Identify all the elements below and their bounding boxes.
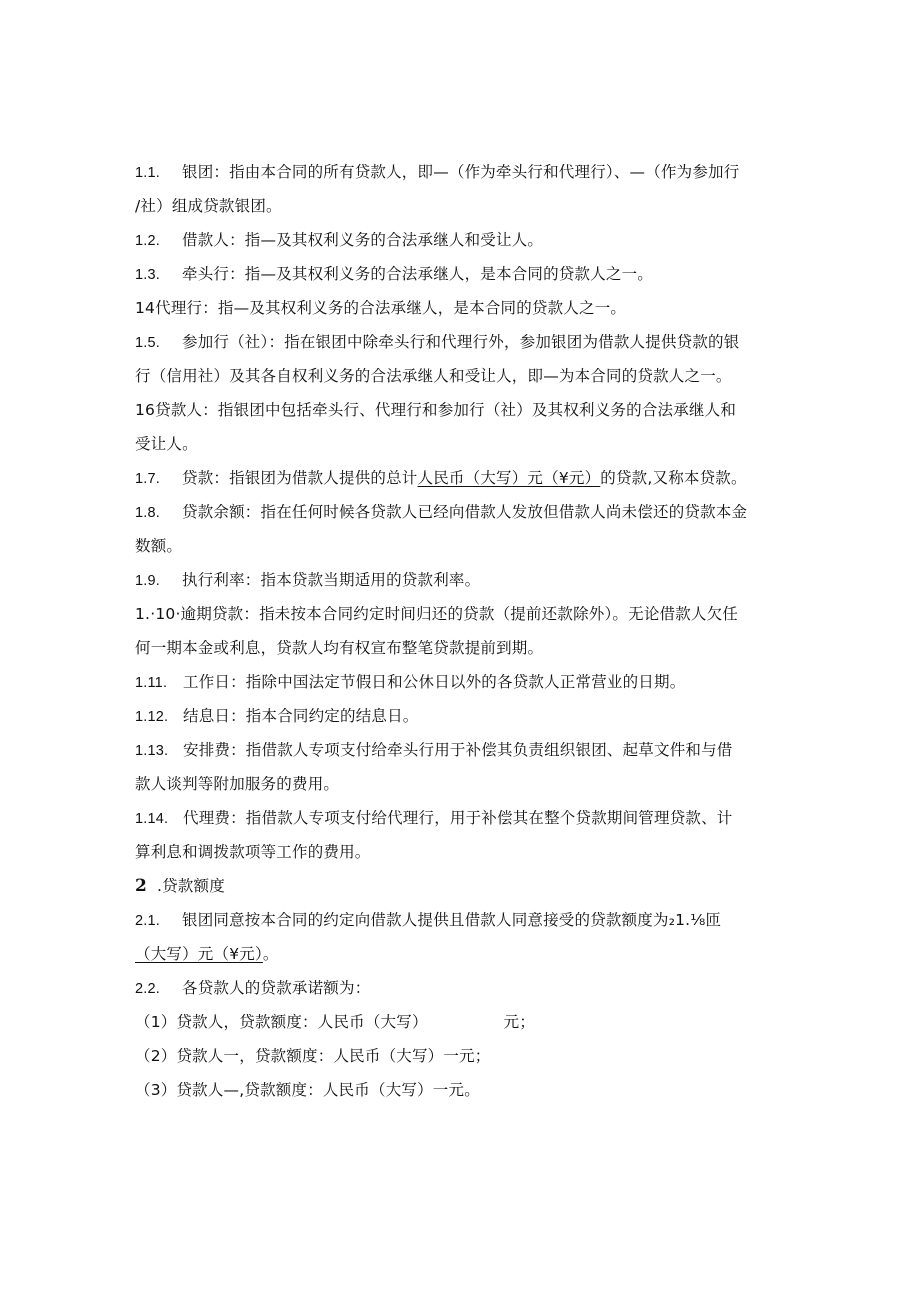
clause-1-14-line-1 xyxy=(135,801,790,835)
clause-text: 受让人。 xyxy=(135,435,198,453)
loan-amount-underlined: 人民币（大写）元（¥元） xyxy=(417,469,601,487)
clause-text: 行（信用社）及其各自权利义务的合法承继人和受让人，即—为本合同的贷款人之一。 xyxy=(135,367,732,385)
clause-text: 安排费：指借款人专项支付给牵头行用于补偿其负责组织银团、起草文件和与借 xyxy=(183,741,733,759)
clause-number: 1.13. xyxy=(135,743,169,759)
clause-number: 2.2. xyxy=(135,981,160,997)
clause-1-13-line-2 xyxy=(135,767,790,801)
clause-1-6-line-2 xyxy=(135,427,790,461)
clause-number: 1.3. xyxy=(135,267,160,283)
clause-text: /社）组成贷款银团。 xyxy=(135,197,282,215)
clause-text: 参加行（社）：指在银团中除牵头行和代理行外，参加银团为借款人提供贷款的银 xyxy=(182,333,740,351)
clause-text: 贷款：指银团为借款人提供的总计 xyxy=(182,469,418,487)
clause-text: 算利息和调拨款项等工作的费用。 xyxy=(135,843,371,861)
section-title: .贷款额度 xyxy=(157,877,225,895)
clause-text: 银团同意按本合同的约定向借款人提供且借款人同意接受的贷款额度为₂1.⅛匝 xyxy=(182,911,722,929)
clause-1-13-line-1 xyxy=(135,733,790,767)
clause-number: 1.14. xyxy=(135,811,169,827)
clause-number: 1.8. xyxy=(135,505,160,521)
clause-1-8-line-1 xyxy=(135,495,790,529)
lender-text: 元； xyxy=(503,1013,536,1031)
clause-text: 16贷款人：指银团中包括牵头行、代理行和参加行（社）及其权利义务的合法承继人和 xyxy=(135,401,737,419)
clause-text: 工作日：指除中国法定节假日和公休日以外的各贷款人正常营业的日期。 xyxy=(183,673,686,691)
clause-text: 数额。 xyxy=(135,537,183,555)
clause-text: 款人谈判等附加服务的费用。 xyxy=(135,775,340,793)
clause-text: 。 xyxy=(262,945,279,963)
clause-1-10-line-2 xyxy=(135,631,790,665)
clause-1-12 xyxy=(135,699,790,733)
clause-text: 何一期本金或利息，贷款人均有权宣布整笔贷款提前到期。 xyxy=(135,639,544,657)
clause-text: 借款人：指—及其权利义务的合法承继人和受让人。 xyxy=(182,231,544,249)
clause-1-6-line-1 xyxy=(135,393,790,427)
lender-text: （3）贷款人—,贷款额度：人民币（大写）一元。 xyxy=(135,1081,480,1099)
clause-text: 14代理行：指—及其权利义务的合法承继人，是本合同的贷款人之一。 xyxy=(135,299,627,317)
clause-text: 银团：指由本合同的所有贷款人，即—（作为牵头行和代理行）、—（作为参加行 xyxy=(182,163,740,181)
clause-1-10-line-1 xyxy=(135,597,790,631)
clause-1-8-line-2 xyxy=(135,529,790,563)
clause-1-2 xyxy=(135,223,790,257)
clause-2-2 xyxy=(135,971,790,1005)
clause-text: 牵头行：指—及其权利义务的合法承继人，是本合同的贷款人之一。 xyxy=(182,265,654,283)
clause-1-14-line-2 xyxy=(135,835,790,869)
lender-item-2 xyxy=(135,1039,790,1073)
clause-number: 1.11. xyxy=(135,675,168,691)
lender-text: （1）贷款人，贷款额度：人民币（大写） xyxy=(135,1013,428,1031)
clause-number: 2.1. xyxy=(135,913,160,929)
credit-amount-underlined: （大写）元（¥元） xyxy=(135,945,263,963)
clause-1-1-line-2 xyxy=(135,189,790,223)
clause-1-3 xyxy=(135,257,790,291)
document-body xyxy=(135,155,790,1107)
lender-item-3 xyxy=(135,1073,790,1107)
clause-text: 代理费：指借款人专项支付给代理行，用于补偿其在整个贷款期间管理贷款、计 xyxy=(183,809,733,827)
clause-1-9 xyxy=(135,563,790,597)
clause-1-1-line-1 xyxy=(135,155,790,189)
lender-item-1 xyxy=(135,1005,790,1039)
section-number: 2 xyxy=(135,876,148,896)
clause-text: 各贷款人的贷款承诺额为： xyxy=(182,979,371,997)
clause-number: 1.12. xyxy=(135,709,169,725)
clause-text: 执行利率：指本贷款当期适用的贷款利率。 xyxy=(182,571,481,589)
clause-number: 1.5. xyxy=(135,335,160,351)
clause-1-11 xyxy=(135,665,790,699)
clause-number: 1.1. xyxy=(135,165,160,181)
clause-text: 结息日：指本合同约定的结息日。 xyxy=(183,707,419,725)
clause-2-1-line-1 xyxy=(135,903,790,937)
clause-text: 贷款余额：指在任何时候各贷款人已经向借款人发放但借款人尚未偿还的贷款本金 xyxy=(182,503,748,521)
section-2-heading xyxy=(135,869,790,903)
clause-number: 1.2. xyxy=(135,233,160,249)
clause-1-5-line-1 xyxy=(135,325,790,359)
clause-1-5-line-2 xyxy=(135,359,790,393)
clause-text: 1.·10·逾期贷款：指未按本合同约定时间归还的贷款（提前还款除外）。无论借款人欠任 xyxy=(135,605,739,623)
lender-text: （2）贷款人一，贷款额度：人民币（大写）一元； xyxy=(135,1047,491,1065)
clause-2-1-line-2 xyxy=(135,937,790,971)
clause-text: 的贷款,又称本贷款。 xyxy=(600,469,747,487)
clause-number: 1.7. xyxy=(135,471,160,487)
clause-1-4 xyxy=(135,291,790,325)
clause-number: 1.9. xyxy=(135,573,160,589)
clause-1-7 xyxy=(135,461,790,495)
